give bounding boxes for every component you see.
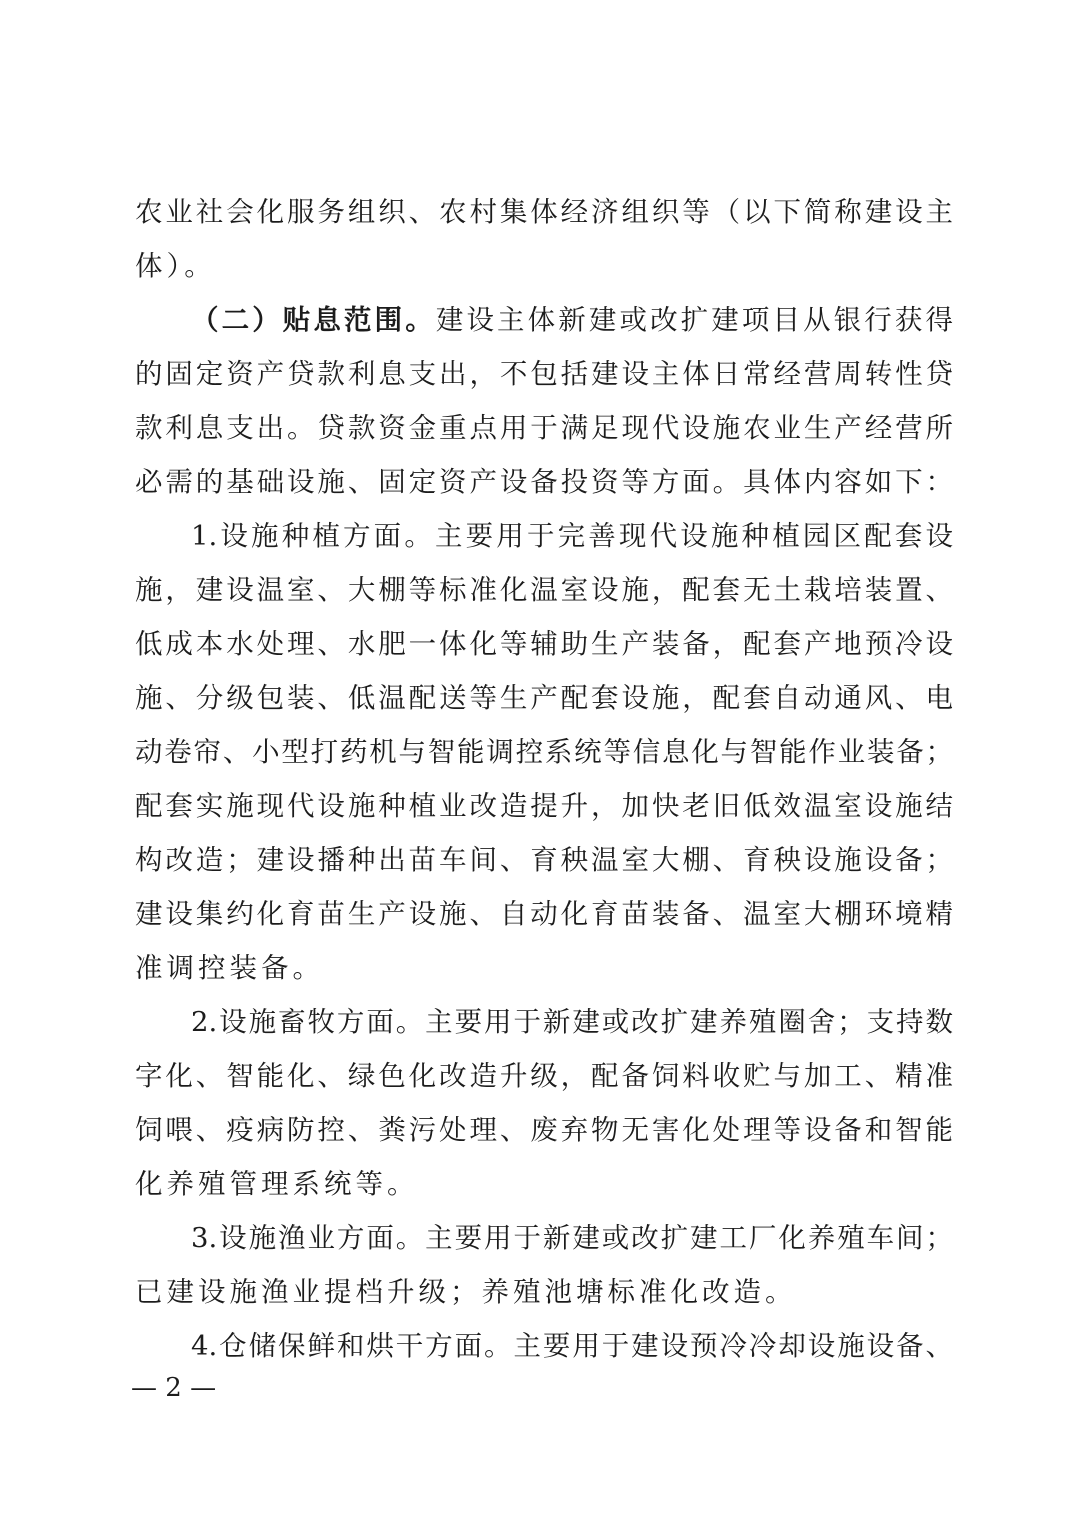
text-line: 的固定资产贷款利息支出，不包括建设主体日常经营周转性贷 [135,358,953,390]
page-number: — 2 — [131,1373,217,1403]
text-line: 施，建设温室、大棚等标准化温室设施，配套无土栽培装置、 [135,574,953,606]
text-line: 配套实施现代设施种植业改造提升，加快老旧低效温室设施结 [135,790,953,822]
text-line: 准调控装备。 [135,952,324,984]
text-line: 体）。 [135,250,216,282]
text-line: 2.设施畜牧方面。主要用于新建或改扩建养殖圈舍；支持数 [191,1006,953,1038]
text-line: 农业社会化服务组织、农村集体经济组织等（以下简称建设主 [135,196,953,228]
text-line: 施、分级包装、低温配送等生产配套设施，配套自动通风、电 [135,682,953,714]
text-line: 1.设施种植方面。主要用于完善现代设施种植园区配套设 [191,520,953,552]
text-line: 化养殖管理系统等。 [135,1168,419,1200]
text-line: 已建设施渔业提档升级；养殖池塘标准化改造。 [135,1276,797,1308]
text-line: 建设集约化育苗生产设施、自动化育苗装备、温室大棚环境精 [135,898,953,930]
text-line: 饲喂、疫病防控、粪污处理、废弃物无害化处理等设备和智能 [135,1114,953,1146]
text-line: 低成本水处理、水肥一体化等辅助生产装备，配套产地预冷设 [135,628,953,660]
text-line: 动卷帘、小型打药机与智能调控系统等信息化与智能作业装备； [135,736,953,768]
line-text: 建设主体新建或改扩建项目从银行获得 [435,304,953,336]
section-heading: （二）贴息范围。 [191,304,436,336]
text-line: 4.仓储保鲜和烘干方面。主要用于建设预冷冷却设施设备、 [191,1330,953,1362]
text-line: 必需的基础设施、固定资产设备投资等方面。具体内容如下： [135,466,953,498]
text-line: 构改造；建设播种出苗车间、育秧温室大棚、育秧设施设备； [135,844,953,876]
text-line: 款利息支出。贷款资金重点用于满足现代设施农业生产经营所 [135,412,953,444]
text-line: 3.设施渔业方面。主要用于新建或改扩建工厂化养殖车间； [191,1222,953,1254]
document-body [135,185,953,1373]
text-line: 字化、智能化、绿色化改造升级，配备饲料收贮与加工、精准 [135,1060,953,1092]
text-line [135,293,953,347]
